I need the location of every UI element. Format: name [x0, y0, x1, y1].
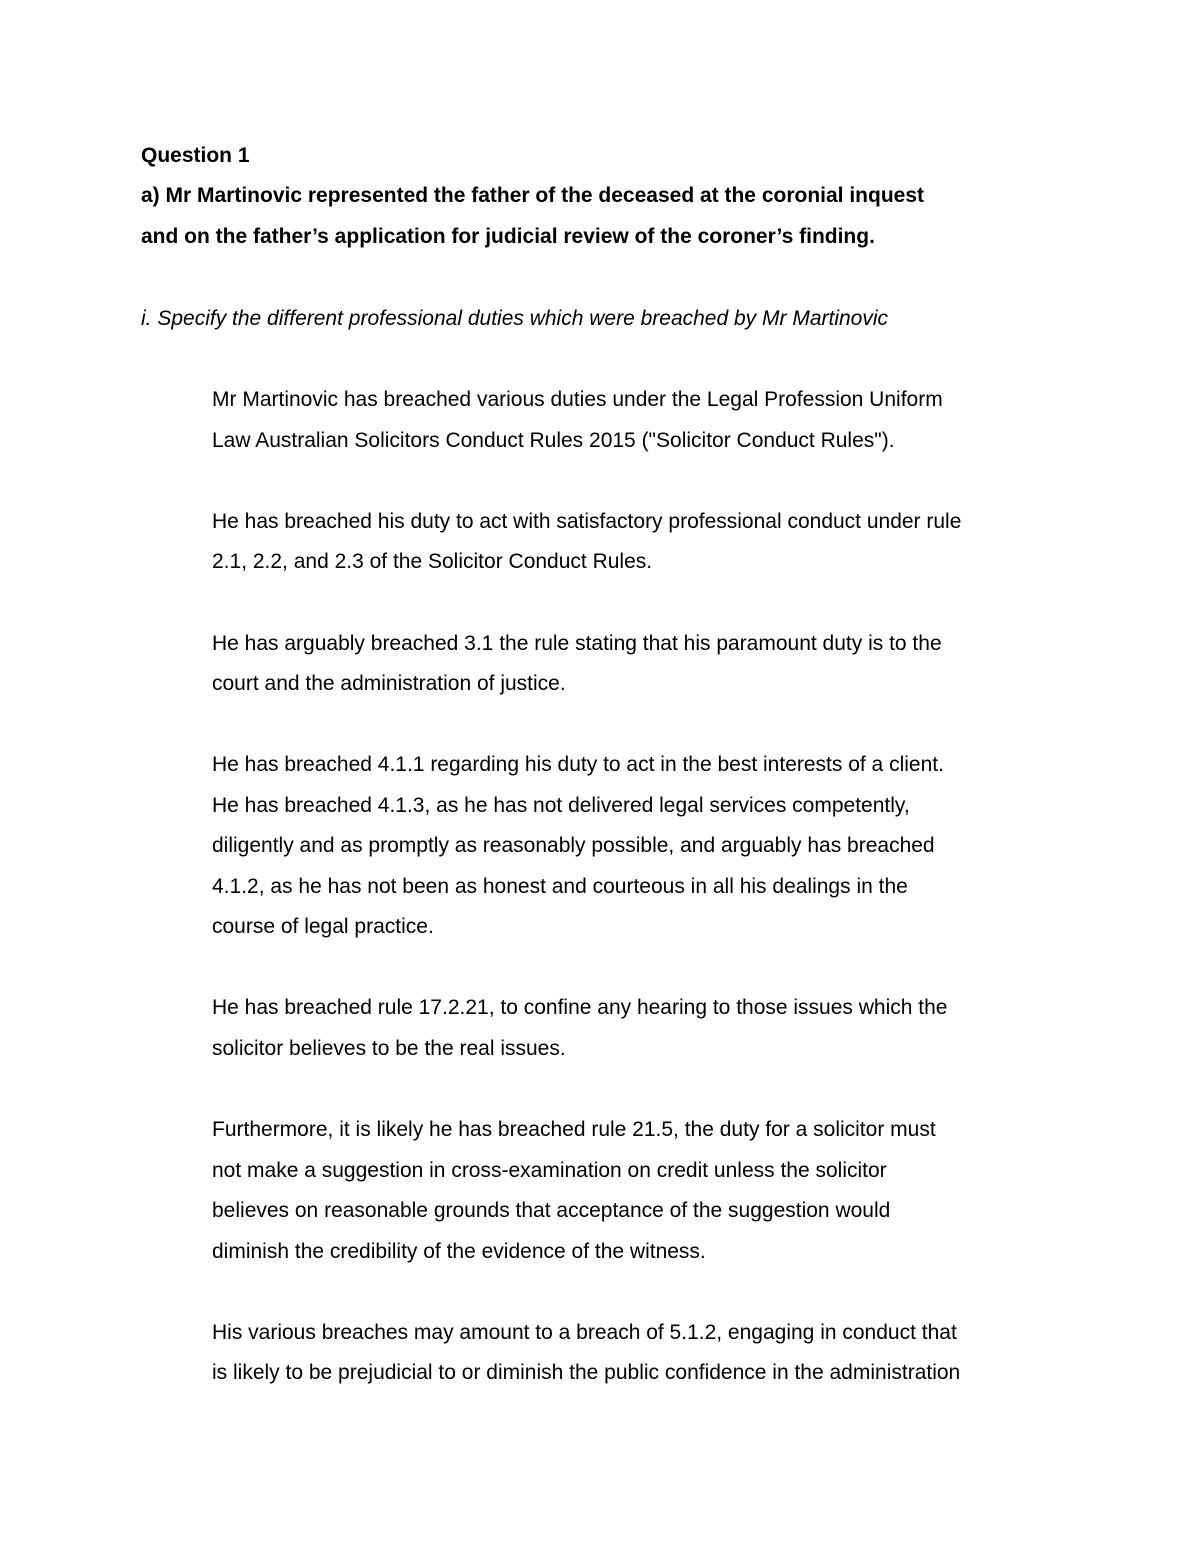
- paragraph-line: Mr Martinovic has breached various duties under the Legal Profession Uniform: [212, 388, 943, 411]
- paragraph-line: He has breached rule 17.2.21, to confine any hearing to those issues which the: [212, 996, 948, 1019]
- paragraph-line: He has arguably breached 3.1 the rule stating that his paramount duty is to the: [212, 632, 942, 655]
- sub-question: i. Specify the different professional duties which were breached by Mr Martinovic: [141, 307, 889, 330]
- question-title: Question 1: [141, 144, 250, 167]
- paragraph-line: not make a suggestion in cross-examination on credit unless the solicitor: [212, 1159, 887, 1182]
- paragraph-line: He has breached his duty to act with satisfactory professional conduct under rule: [212, 510, 962, 533]
- paragraph-line: He has breached 4.1.3, as he has not delivered legal services competently,: [212, 794, 910, 817]
- paragraph-line: court and the administration of justice.: [212, 672, 566, 695]
- paragraph-line: Furthermore, it is likely he has breached rule 21.5, the duty for a solicitor must: [212, 1118, 936, 1141]
- part-a-line-2: and on the father’s application for judicial review of the coroner’s finding.: [141, 225, 875, 248]
- paragraph-line: believes on reasonable grounds that acceptance of the suggestion would: [212, 1199, 891, 1222]
- paragraph-line: 4.1.2, as he has not been as honest and courteous in all his dealings in the: [212, 875, 908, 898]
- paragraph-line: His various breaches may amount to a breach of 5.1.2, engaging in conduct that: [212, 1321, 957, 1344]
- paragraph-line: diminish the credibility of the evidence of the witness.: [212, 1240, 706, 1263]
- paragraph-line: He has breached 4.1.1 regarding his duty to act in the best interests of a client.: [212, 753, 944, 776]
- paragraph-line: 2.1, 2.2, and 2.3 of the Solicitor Conduct Rules.: [212, 550, 653, 573]
- paragraph-line: is likely to be prejudicial to or diminish the public confidence in the administration: [212, 1361, 961, 1384]
- paragraph-line: Law Australian Solicitors Conduct Rules 2015 ("Solicitor Conduct Rules").: [212, 429, 895, 452]
- paragraph-line: solicitor believes to be the real issues.: [212, 1037, 566, 1060]
- part-a-line-1: a) Mr Martinovic represented the father of the deceased at the coronial inquest: [141, 184, 925, 207]
- paragraph-line: course of legal practice.: [212, 915, 434, 938]
- paragraph-line: diligently and as promptly as reasonably possible, and arguably has breached: [212, 834, 935, 857]
